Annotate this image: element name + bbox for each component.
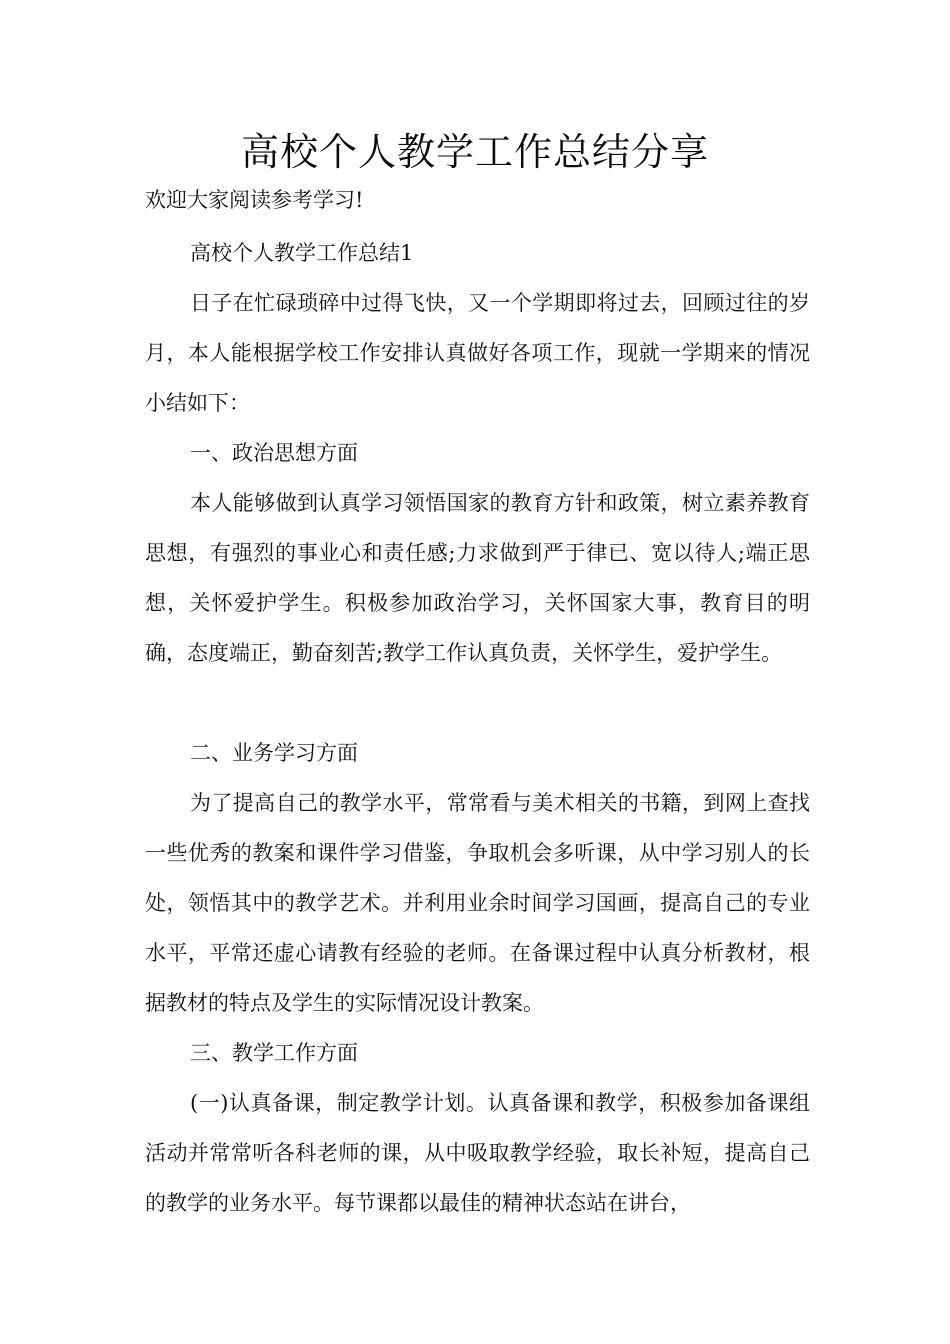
intro-text: 欢迎大家阅读参考学习! [145, 188, 364, 212]
heading-political: 一、政治思想方面 [190, 441, 358, 465]
heading-teaching-work: 三、教学工作方面 [190, 1041, 358, 1065]
paragraph-4: (一)认真备课，制定教学计划。认真备课和教学，积极参加备课组活动并常常听各科老师的课，从中吸取教学经验，取长补短，提高自己的教学的业务水平。每节课都以最佳的精神状态站在讲台， [145, 1091, 810, 1215]
paragraph-1: 日子在忙碌琐碎中过得飞快，又一个学期即将过去，回顾过往的岁月，本人能根据学校工作安排认真做好各项工作，现就一学期来的情况小结如下： [145, 291, 810, 415]
heading-professional-study: 二、业务学习方面 [190, 741, 358, 765]
document-title: 高校个人教学工作总结分享 [240, 130, 709, 174]
paragraph-2: 本人能够做到认真学习领悟国家的教育方针和政策，树立素养教育思想，有强烈的事业心和责任感;力求做到严于律已、宽以待人;端正思想，关怀爱护学生。积极参加政治学习，关怀国家大事，教育目的明确，态度端正，勤奋刻苦;教学工作认真负责，关怀学生，爱护学生。 [145, 491, 810, 665]
section-subtitle: 高校个人教学工作总结1 [190, 241, 414, 265]
paragraph-3: 为了提高自己的教学水平，常常看与美术相关的书籍，到网上查找一些优秀的教案和课件学习借鉴，争取机会多听课，从中学习别人的长处，领悟其中的教学艺术。并利用业余时间学习国画，提高自己的专业水平，平常还虚心请教有经验的老师。在备课过程中认真分析教材，根据教材的特点及学生的实际情况设计教案。 [145, 791, 810, 1015]
